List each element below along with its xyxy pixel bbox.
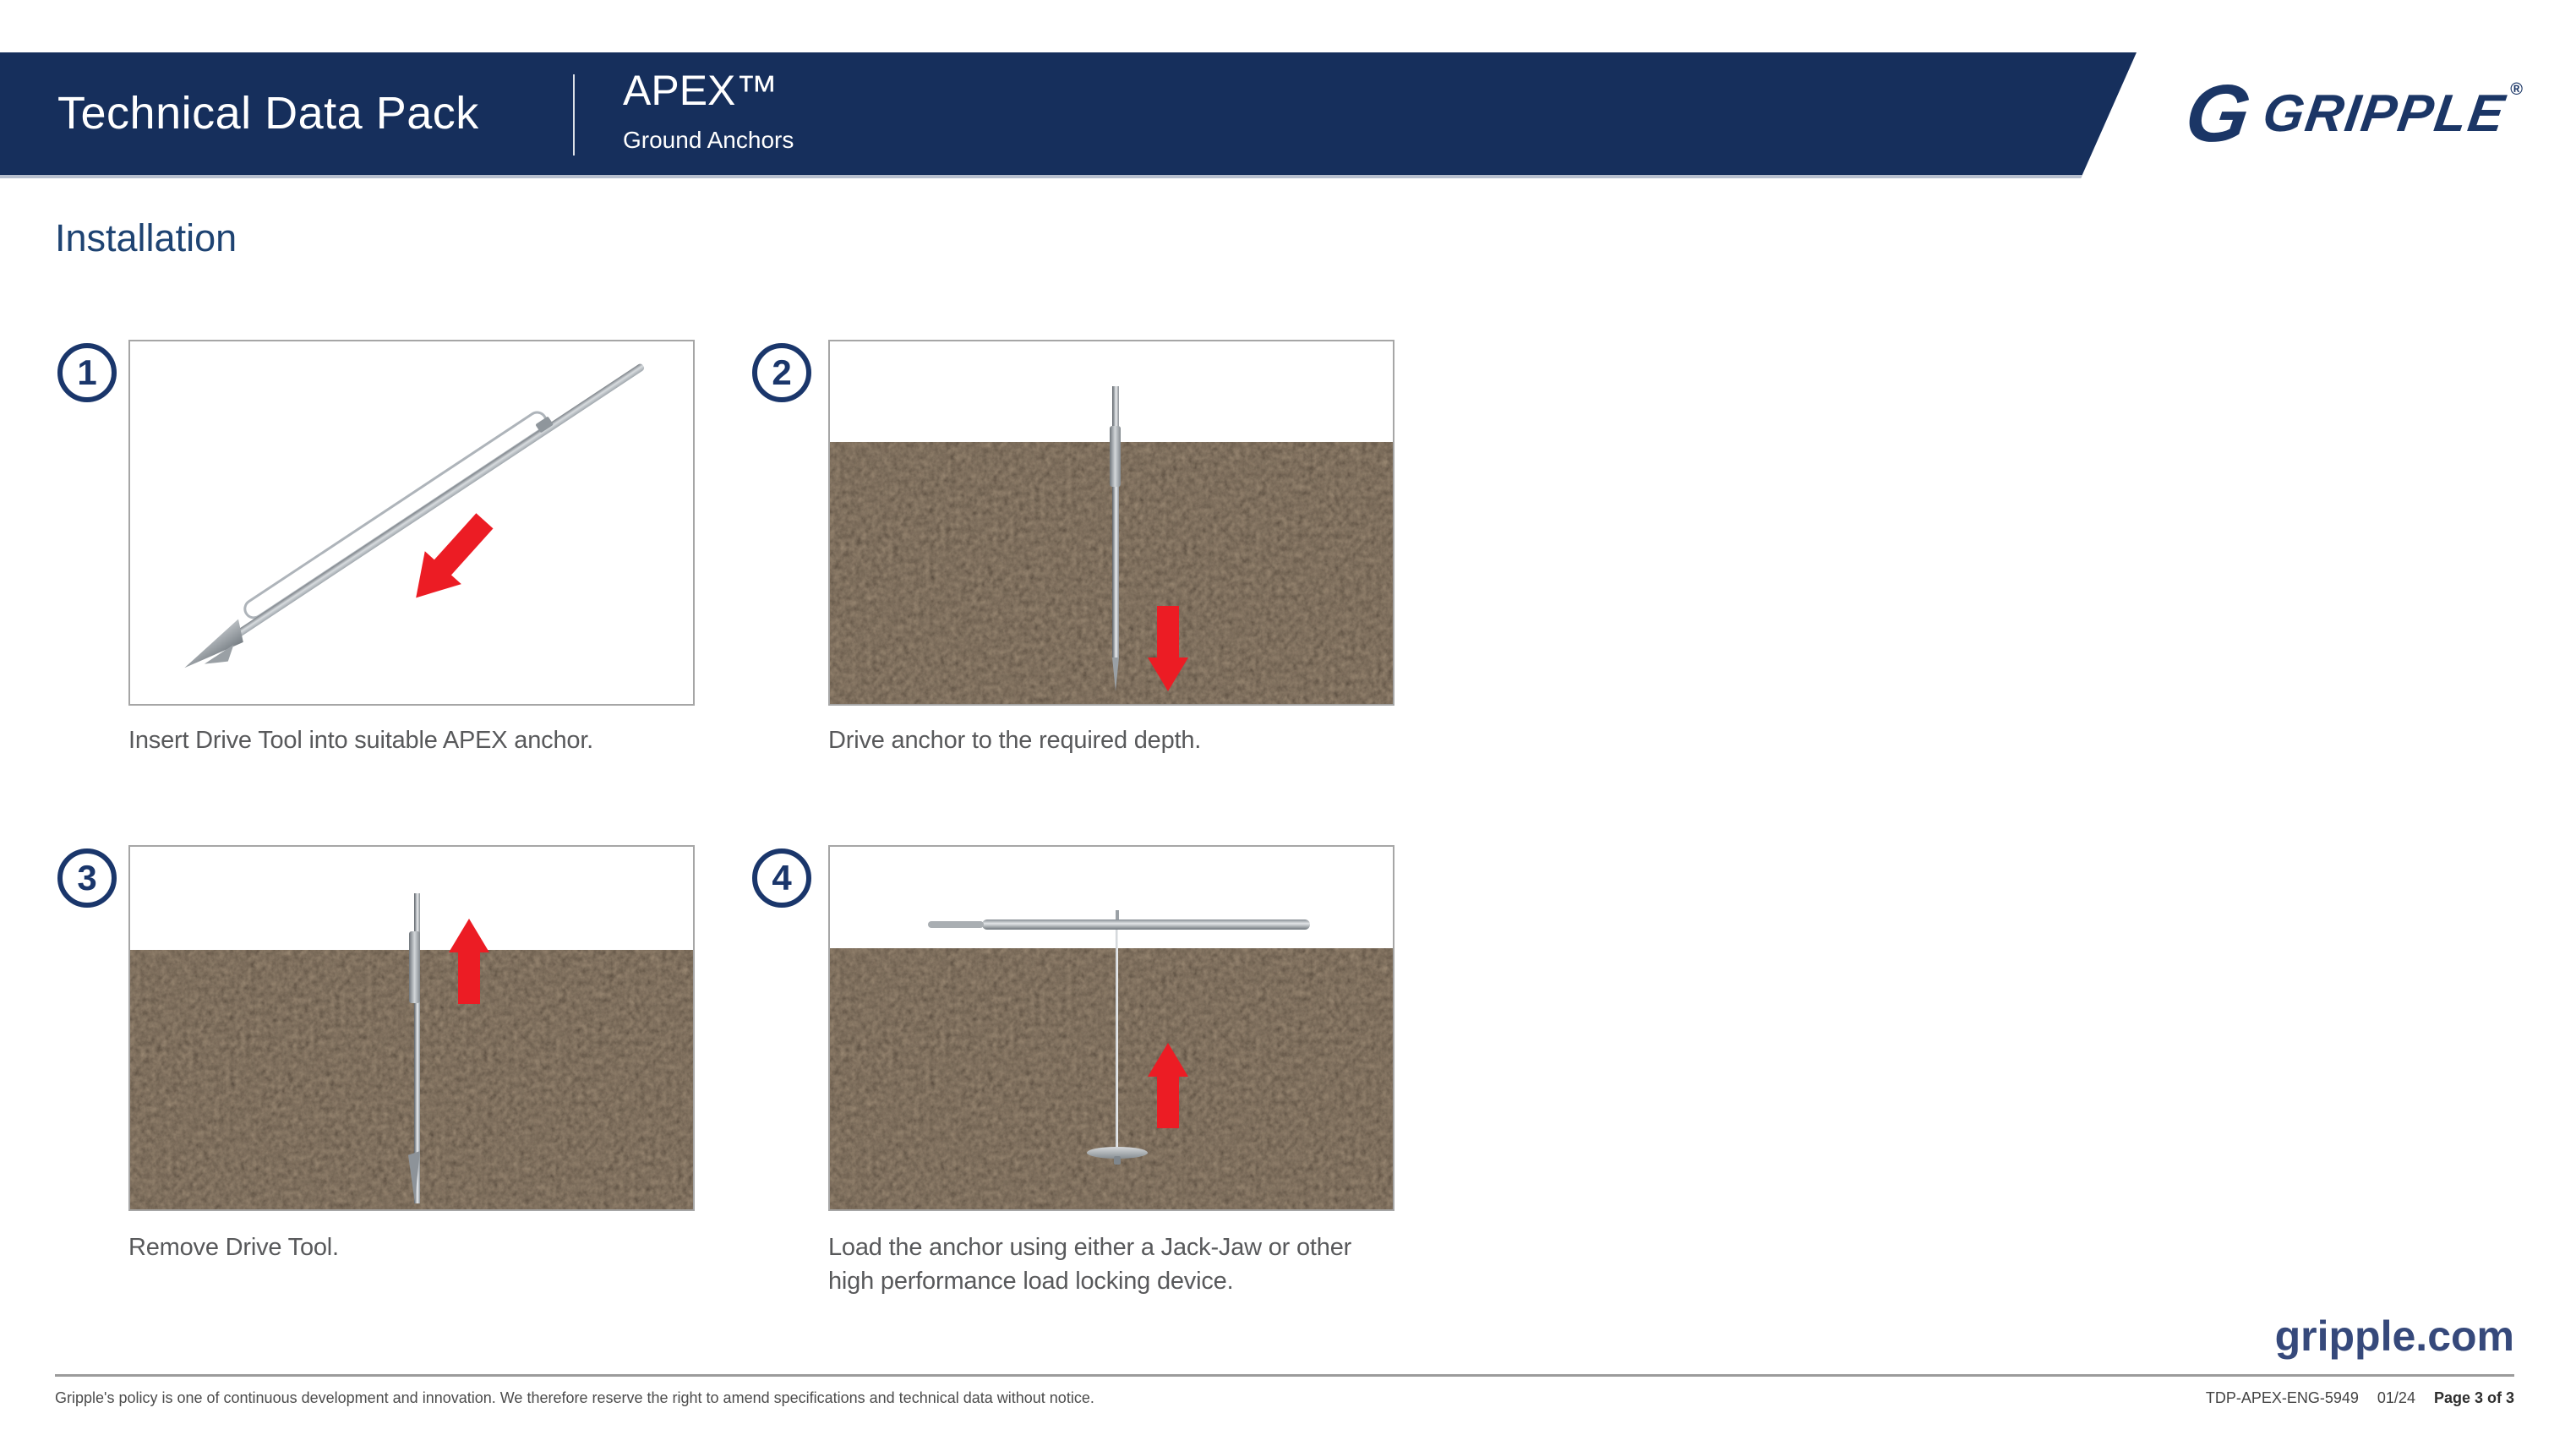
- load-bar: [982, 919, 1310, 930]
- step-2-number-badge: [752, 343, 811, 402]
- load-bar-tip: [928, 921, 984, 928]
- step-1-caption: Insert Drive Tool into suitable APEX anchor.: [128, 727, 594, 754]
- step-4-number: 4: [772, 858, 792, 898]
- registered-trademark-icon: ®: [2510, 80, 2523, 99]
- page-number: Page 3 of 3: [2433, 1389, 2514, 1406]
- soil-ground: [830, 948, 1393, 1209]
- policy-text: Gripple's policy is one of continuous development and innovation. We therefore reserve the right to amend specifications and technical data without notice.: [55, 1389, 1094, 1406]
- step-2-number: 2: [772, 352, 792, 392]
- step-3-number: 3: [77, 858, 97, 898]
- document-title: Technical Data Pack: [57, 88, 479, 139]
- remove-up-arrow-icon: [449, 919, 489, 1004]
- header-divider: [573, 74, 575, 156]
- gripple-logo-mark-icon: G: [2180, 68, 2257, 159]
- drive-tool-assembly: [166, 340, 669, 696]
- anchor-plate-nub: [1114, 1156, 1121, 1165]
- anchor-sleeve: [409, 931, 420, 1003]
- step-2-illustration: [828, 340, 1394, 706]
- arrow-shaft: [458, 952, 480, 1004]
- arrow-head: [1148, 1043, 1188, 1077]
- step-4-number-badge: [752, 848, 811, 908]
- product-subtitle: Ground Anchors: [623, 127, 794, 153]
- page-title: Installation: [55, 216, 237, 259]
- document-info: [2206, 1389, 2514, 1407]
- anchor-sleeve: [1110, 426, 1121, 487]
- step-4-caption: Load the anchor using either a Jack-Jaw or other high performance load locking device.: [828, 1234, 1352, 1295]
- anchor-head: [178, 619, 250, 678]
- arrow-shaft: [1157, 1076, 1179, 1128]
- anchor-wire: [1116, 930, 1118, 1151]
- step-2-caption: Drive anchor to the required depth.: [828, 727, 1202, 754]
- gripple-logo-wordmark: GRIPPLE: [2259, 84, 2510, 143]
- step-4-illustration: [828, 845, 1394, 1211]
- footer-divider: [55, 1374, 2514, 1377]
- drive-down-arrow-icon: [1148, 606, 1188, 691]
- step-3-number-badge: [57, 848, 117, 908]
- load-up-arrow-icon: [1148, 1043, 1188, 1128]
- product-name: APEX™: [623, 67, 778, 114]
- step-3-caption: Remove Drive Tool.: [128, 1234, 339, 1261]
- arrow-head: [1148, 657, 1188, 691]
- document-code: TDP-APEX-ENG-5949: [2205, 1389, 2359, 1406]
- step-1-number-badge: [57, 343, 117, 402]
- step-3-illustration: [128, 845, 695, 1211]
- document-date: 01/24: [2377, 1389, 2415, 1406]
- step-1-illustration: [128, 340, 695, 706]
- arrow-head: [449, 919, 489, 952]
- drive-tool-handle-loop: [240, 407, 551, 623]
- arrow-shaft: [1157, 606, 1179, 658]
- step-1-number: 1: [77, 352, 97, 392]
- website-link[interactable]: gripple.com: [2274, 1312, 2514, 1360]
- gripple-logo: [2180, 52, 2523, 175]
